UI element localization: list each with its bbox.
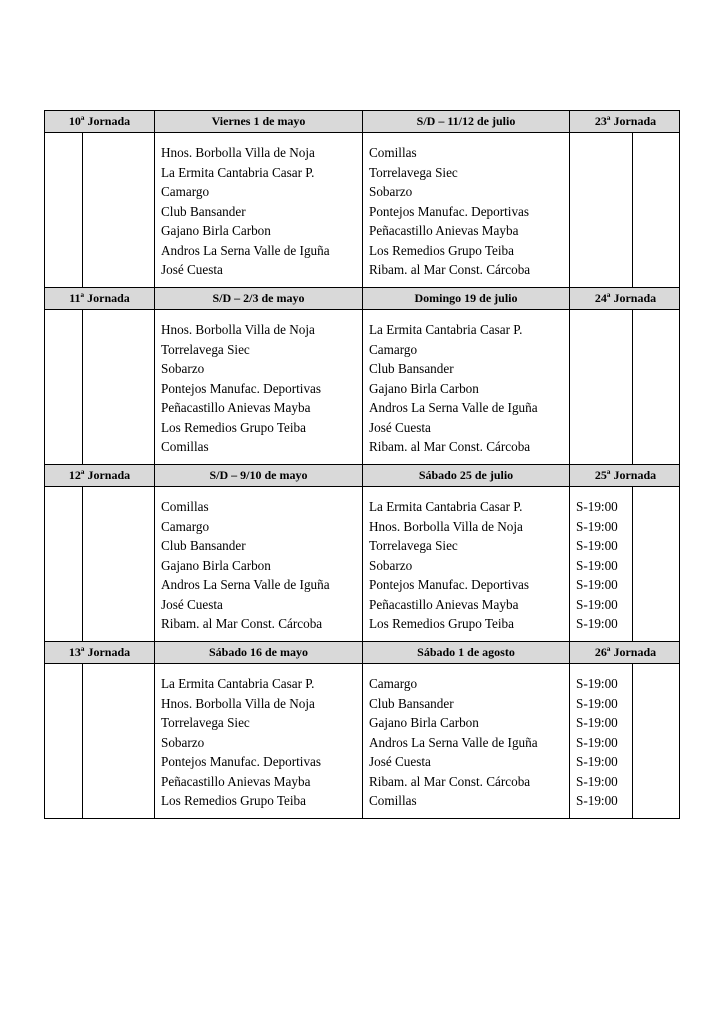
team-name: Andros La Serna Valle de Iguña — [369, 734, 538, 750]
round-section — [44, 287, 680, 464]
round-right-label: 23ª Jornada — [594, 114, 657, 128]
empty-cell — [633, 310, 681, 464]
date-left-label: Sábado 16 de mayo — [155, 642, 363, 663]
team-name: Andros La Serna Valle de Iguña — [161, 242, 330, 258]
empty-cell — [45, 487, 83, 641]
match-time: S-19:00 — [576, 499, 618, 514]
team-name: Peñacastillo Anievas Mayba — [161, 773, 311, 789]
team-name: Club Bansander — [369, 361, 454, 376]
time-cell — [570, 133, 633, 287]
round-right-label: 24ª Jornada — [594, 291, 657, 305]
team-name: Pontejos Manufac. Deportivas — [161, 380, 322, 396]
team-name: Pontejos Manufac. Deportivas — [161, 754, 322, 769]
round-body-row — [45, 310, 679, 464]
team-name: Hnos. Borbolla Villa de Noja — [369, 518, 523, 534]
match-time: S-19:00 — [576, 695, 618, 711]
match-time: S-19:00 — [576, 676, 618, 691]
team-name: Comillas — [161, 439, 209, 454]
round-body-row — [45, 133, 679, 287]
time-cell — [570, 664, 633, 818]
team-name: Camargo — [369, 341, 418, 357]
match-time: S-19:00 — [576, 596, 618, 612]
team-name: Camargo — [369, 676, 418, 691]
round-section — [44, 641, 680, 819]
team-name: Peñacastillo Anievas Mayba — [369, 223, 519, 238]
team-name: La Ermita Cantabria Casar P. — [161, 676, 315, 691]
team-name: Sobarzo — [369, 557, 413, 573]
team-name: Andros La Serna Valle de Iguña — [161, 577, 330, 592]
team-name: Camargo — [161, 518, 210, 534]
date-left-label: S/D – 9/10 de mayo — [155, 465, 363, 486]
team-name: Torrelavega Siec — [369, 538, 458, 553]
empty-cell — [45, 664, 83, 818]
team-name: Sobarzo — [161, 361, 205, 376]
match-time: S-19:00 — [576, 557, 618, 573]
team-name: Sobarzo — [369, 184, 413, 199]
time-cell — [570, 487, 633, 641]
empty-cell — [83, 664, 155, 818]
team-name: José Cuesta — [369, 754, 431, 769]
team-name: Comillas — [161, 499, 209, 514]
right-team-cell — [363, 133, 570, 287]
round-section — [44, 464, 680, 641]
left-team-cell — [155, 664, 363, 818]
round-section — [44, 110, 680, 287]
team-name: Comillas — [369, 793, 417, 808]
match-time: S-19:00 — [576, 616, 618, 631]
team-name: La Ermita Cantabria Casar P. — [161, 164, 315, 180]
team-name: Ribam. al Mar Const. Cárcoba — [369, 773, 531, 789]
team-name: Club Bansander — [161, 203, 246, 219]
match-time: S-19:00 — [576, 518, 618, 534]
team-name: Ribam. al Mar Const. Cárcoba — [369, 439, 531, 454]
round-left-label: 12ª Jornada — [45, 465, 155, 486]
left-team-cell — [155, 310, 363, 464]
round-body-row — [45, 487, 679, 641]
round-left-label: 11ª Jornada — [45, 288, 155, 309]
right-team-cell — [363, 310, 570, 464]
team-name: José Cuesta — [369, 419, 431, 435]
empty-cell — [45, 310, 83, 464]
team-name: Camargo — [161, 184, 210, 199]
team-name: Torrelavega Siec — [161, 341, 250, 357]
team-name: Los Remedios Grupo Teiba — [369, 616, 514, 631]
date-left-label: Viernes 1 de mayo — [155, 111, 363, 132]
team-name: Gajano Birla Carbon — [161, 223, 271, 238]
date-right-label: Sábado 1 de agosto — [363, 642, 570, 663]
team-name: Andros La Serna Valle de Iguña — [369, 400, 538, 415]
team-name: Hnos. Borbolla Villa de Noja — [161, 145, 315, 160]
empty-cell — [633, 664, 681, 818]
match-time: S-19:00 — [576, 734, 618, 750]
empty-cell — [45, 133, 83, 287]
empty-cell — [83, 487, 155, 641]
empty-cell — [633, 487, 681, 641]
team-name: Club Bansander — [161, 538, 246, 553]
team-name: Pontejos Manufac. Deportivas — [369, 203, 530, 219]
match-time: S-19:00 — [576, 577, 618, 592]
round-header-row — [45, 464, 679, 487]
empty-cell — [633, 133, 681, 287]
match-time: S-19:00 — [576, 793, 618, 808]
match-time: S-19:00 — [576, 754, 618, 769]
schedule-table — [44, 110, 680, 819]
round-header-row — [45, 641, 679, 664]
match-time: S-19:00 — [576, 773, 618, 789]
team-name: Peñacastillo Anievas Mayba — [161, 400, 311, 415]
team-name: Torrelavega Siec — [161, 715, 250, 730]
team-name: Gajano Birla Carbon — [369, 715, 479, 730]
round-right-label: 26ª Jornada — [594, 645, 657, 659]
date-right-label: Sábado 25 de julio — [363, 465, 570, 486]
team-name: Comillas — [369, 145, 417, 160]
date-right-label: S/D – 11/12 de julio — [363, 111, 570, 132]
round-right-label: 25ª Jornada — [594, 468, 657, 482]
time-cell — [570, 310, 633, 464]
team-name: Los Remedios Grupo Teiba — [161, 793, 306, 808]
right-team-cell — [363, 664, 570, 818]
round-left-label: 10ª Jornada — [45, 111, 155, 132]
match-time: S-19:00 — [576, 715, 618, 730]
match-time: S-19:00 — [576, 538, 618, 553]
round-body-row — [45, 664, 679, 818]
team-name: Hnos. Borbolla Villa de Noja — [161, 695, 315, 711]
team-name: Gajano Birla Carbon — [161, 557, 271, 573]
team-name: Ribam. al Mar Const. Cárcoba — [369, 262, 531, 277]
date-left-label: S/D – 2/3 de mayo — [155, 288, 363, 309]
date-right-label: Domingo 19 de julio — [363, 288, 570, 309]
empty-cell — [83, 310, 155, 464]
left-team-cell — [155, 133, 363, 287]
empty-cell — [83, 133, 155, 287]
team-name: Hnos. Borbolla Villa de Noja — [161, 322, 315, 337]
team-name: José Cuesta — [161, 262, 223, 277]
round-header-row — [45, 287, 679, 310]
team-name: Pontejos Manufac. Deportivas — [369, 577, 530, 592]
team-name: La Ermita Cantabria Casar P. — [369, 499, 523, 514]
team-name: Club Bansander — [369, 695, 454, 711]
team-name: La Ermita Cantabria Casar P. — [369, 322, 523, 337]
team-name: Gajano Birla Carbon — [369, 380, 479, 396]
team-name: Sobarzo — [161, 734, 205, 750]
right-team-cell — [363, 487, 570, 641]
team-name: Torrelavega Siec — [369, 164, 458, 180]
team-name: Los Remedios Grupo Teiba — [369, 242, 514, 258]
team-name: Los Remedios Grupo Teiba — [161, 419, 306, 435]
round-left-label: 13ª Jornada — [45, 642, 155, 663]
round-header-row — [45, 110, 679, 133]
team-name: José Cuesta — [161, 596, 223, 612]
left-team-cell — [155, 487, 363, 641]
team-name: Ribam. al Mar Const. Cárcoba — [161, 616, 323, 631]
team-name: Peñacastillo Anievas Mayba — [369, 596, 519, 612]
